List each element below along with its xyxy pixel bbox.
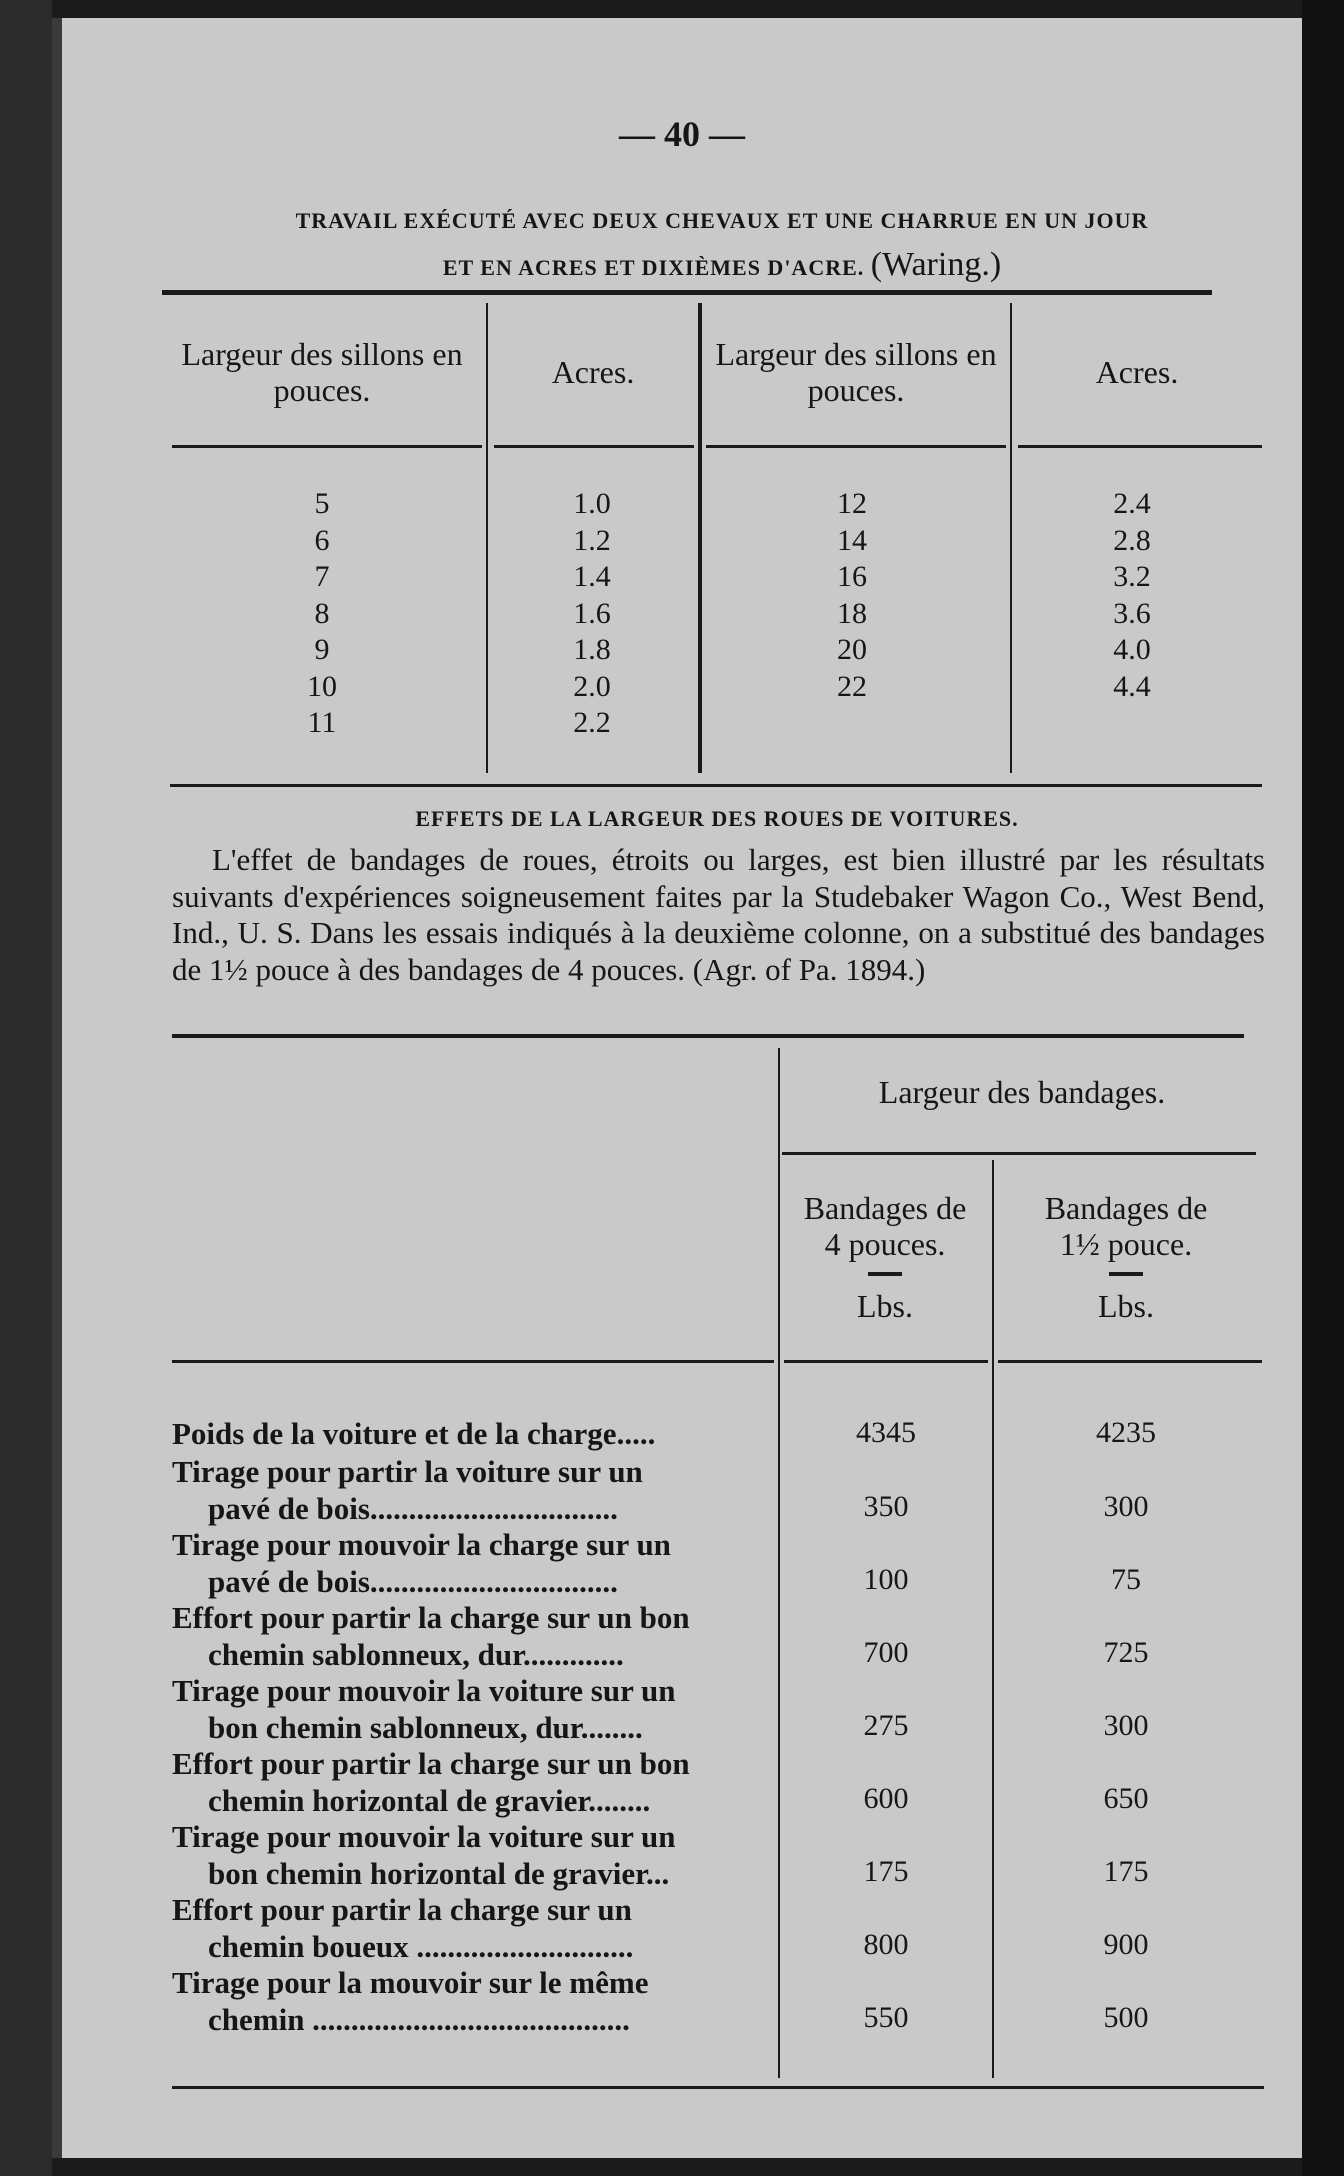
table1-cell: 5 xyxy=(314,487,330,520)
table1-cell: 4.4 xyxy=(1113,669,1151,703)
row-value-a: 800 xyxy=(863,1928,909,1961)
row-label-line: Tirage pour partir la voiture sur un xyxy=(172,1454,643,1489)
table1-cell: 20 xyxy=(837,633,867,666)
row-value-b: 500 xyxy=(1103,2001,1149,2034)
row-label-line: Tirage pour la mouvoir sur le même xyxy=(172,1965,649,2000)
row-value-a: 275 xyxy=(863,1709,909,1742)
row-label-line: chemin boueux ............................ xyxy=(208,1928,634,1964)
table1-header-rule xyxy=(172,445,482,448)
row-label-line: Effort pour partir la charge sur un bon xyxy=(172,1746,690,1781)
row-label-line: pavé de bois................................ xyxy=(208,1490,618,1526)
col-a-unit: Lbs. xyxy=(857,1288,913,1324)
table2-top-rule xyxy=(172,1034,1244,1038)
table2-col-b-header xyxy=(996,1190,1256,1324)
row-effort-gravier xyxy=(172,1746,772,1819)
row-tirage-boueux xyxy=(172,1965,772,2038)
table1-cell: 1.6 xyxy=(573,596,611,630)
section-paragraph xyxy=(172,842,1265,988)
row-label-line: chemin ......................................... xyxy=(208,2001,630,2037)
table2-header-rule xyxy=(784,1360,988,1363)
table1-cell: 18 xyxy=(837,596,867,630)
book-spine xyxy=(0,0,52,2176)
table1-caption-text: ET EN ACRES ET DIXIÈMES D'ACRE. xyxy=(442,255,865,280)
table2-header-rule xyxy=(172,1360,774,1363)
table1-bottom-rule xyxy=(170,784,1262,787)
row-label-line: Effort pour partir la charge sur un bon xyxy=(172,1600,690,1635)
row-value-a: 350 xyxy=(863,1490,909,1523)
table1-cell: 14 xyxy=(837,523,867,557)
table1-cell: 3.2 xyxy=(1113,560,1151,593)
row-value-a: 700 xyxy=(863,1636,909,1669)
table1-col-acres-2 xyxy=(1072,486,1192,705)
row-value-b: 300 xyxy=(1103,1490,1149,1523)
row-value-b: 900 xyxy=(1103,1928,1149,1961)
row-label-line: chemin sablonneux, dur............. xyxy=(208,1636,624,1672)
table1-cell: 16 xyxy=(837,560,867,593)
table1-cell: 3.6 xyxy=(1113,596,1151,630)
table1-header-rule xyxy=(494,445,694,448)
table1-cell: 9 xyxy=(314,633,330,666)
table1-cell: 7 xyxy=(314,560,330,593)
row-poids xyxy=(172,1416,772,1453)
book-page xyxy=(52,18,1302,2158)
row-value-b: 725 xyxy=(1103,1636,1149,1669)
table1-divider-double xyxy=(698,303,702,773)
table1-cell: 2.0 xyxy=(573,669,611,703)
row-value-a: 100 xyxy=(863,1563,909,1596)
table1-col-acres-1 xyxy=(532,486,652,742)
col-b-unit: Lbs. xyxy=(1098,1288,1154,1324)
col-b-line1: Bandages de xyxy=(1044,1190,1208,1226)
table1-cell: 2.4 xyxy=(1113,487,1151,520)
table1-cell: 4.0 xyxy=(1113,633,1151,666)
table1-header-2: Acres. xyxy=(551,354,635,390)
scan-edge xyxy=(1302,0,1344,2176)
row-tirage-sablonneux xyxy=(172,1673,772,1746)
table1-header-3: Largeur des sillons en pouces. xyxy=(715,336,997,408)
table1-cell: 1.2 xyxy=(573,523,611,557)
row-label-line: Tirage pour mouvoir la voiture sur un xyxy=(172,1819,676,1854)
table1-cell: 1.8 xyxy=(573,633,611,666)
col-a-line2: 4 pouces. xyxy=(824,1226,946,1262)
table1-caption-source: (Waring.) xyxy=(870,246,1002,283)
row-label-line: Effort pour partir la charge sur un xyxy=(172,1892,632,1927)
table1-header-rule xyxy=(706,445,1006,448)
table1-cell: 2.8 xyxy=(1113,523,1151,557)
table1-divider xyxy=(486,303,488,773)
row-tirage-mouvoir-pave xyxy=(172,1527,772,1600)
row-value-a: 550 xyxy=(863,2001,909,2034)
row-label-line: bon chemin sablonneux, dur........ xyxy=(208,1709,643,1745)
table1-col-width-2 xyxy=(792,486,912,705)
table1-cell: 12 xyxy=(837,487,867,520)
row-label-line: Tirage pour mouvoir la voiture sur un xyxy=(172,1673,676,1708)
row-label-line: pavé de bois................................ xyxy=(208,1563,618,1599)
header-dash xyxy=(1109,1272,1143,1276)
table1-cell: 6 xyxy=(314,523,330,557)
table1-top-rule xyxy=(162,290,1212,295)
table2-group-header: Largeur des bandages. xyxy=(878,1074,1166,1110)
table1-cell: 11 xyxy=(307,706,337,739)
table2-col-divider xyxy=(992,1160,994,2078)
row-label-line: Poids de la voiture et de la charge..... xyxy=(172,1416,656,1451)
row-value-b: 300 xyxy=(1103,1709,1149,1742)
row-effort-sablonneux xyxy=(172,1600,772,1673)
row-value-b: 4235 xyxy=(1096,1416,1156,1449)
table2-bottom-rule xyxy=(172,2086,1264,2089)
section-title: EFFETS DE LA LARGEUR DES ROUES DE VOITURES. xyxy=(415,806,1019,831)
table1-header-4: Acres. xyxy=(1095,354,1179,390)
col-a-line1: Bandages de xyxy=(803,1190,967,1226)
row-effort-boueux xyxy=(172,1892,772,1965)
row-tirage-partir-pave xyxy=(172,1454,772,1527)
row-value-a: 175 xyxy=(863,1855,909,1888)
header-dash xyxy=(868,1272,902,1276)
page-number: — 40 — xyxy=(619,114,745,154)
row-value-a: 600 xyxy=(863,1782,909,1815)
row-value-a: 4345 xyxy=(856,1416,916,1449)
col-b-line2: 1½ pouce. xyxy=(1059,1226,1193,1262)
table2-col-a-header xyxy=(780,1190,990,1324)
table1-cell: 10 xyxy=(307,669,337,703)
row-tirage-gravier xyxy=(172,1819,772,1892)
row-value-b: 175 xyxy=(1103,1855,1149,1888)
table1-cell: 2.2 xyxy=(573,706,611,739)
row-label-line: bon chemin horizontal de gravier... xyxy=(208,1855,670,1891)
paragraph-text: L'effet de bandages de roues, étroits ou larges, est bien illustré par les résultats suivants d'expériences soigneusement faites par la Studebaker Wagon Co., West Bend, Ind., U. S. Dans les essais indiqués à la deuxième colonne, on a substitué des bandages de 1½ pouce à des bandages de 4 pouces. (Agr. of Pa. 1894.) xyxy=(172,842,1265,987)
table1-col-width-1 xyxy=(262,486,382,742)
table1-divider xyxy=(1010,303,1012,773)
table1-caption-line1: TRAVAIL EXÉCUTÉ AVEC DEUX CHEVAUX ET UNE CHARRUE EN UN JOUR xyxy=(295,208,1149,233)
table1-cell: 22 xyxy=(837,669,867,703)
table1-cell: 1.0 xyxy=(573,487,611,520)
row-label-line: Tirage pour mouvoir la charge sur un xyxy=(172,1527,671,1562)
table2-group-rule xyxy=(782,1152,1256,1155)
table1-cell: 8 xyxy=(314,596,330,630)
row-value-b: 650 xyxy=(1103,1782,1149,1815)
table1-header-1: Largeur des sillons en pouces. xyxy=(181,336,463,408)
table1-cell: 1.4 xyxy=(573,560,611,593)
table1-caption-line2 xyxy=(172,246,1272,284)
row-value-b: 75 xyxy=(1111,1563,1141,1596)
table1-header-rule xyxy=(1018,445,1262,448)
table2-header-rule xyxy=(998,1360,1262,1363)
row-label-line: chemin horizontal de gravier........ xyxy=(208,1782,651,1818)
